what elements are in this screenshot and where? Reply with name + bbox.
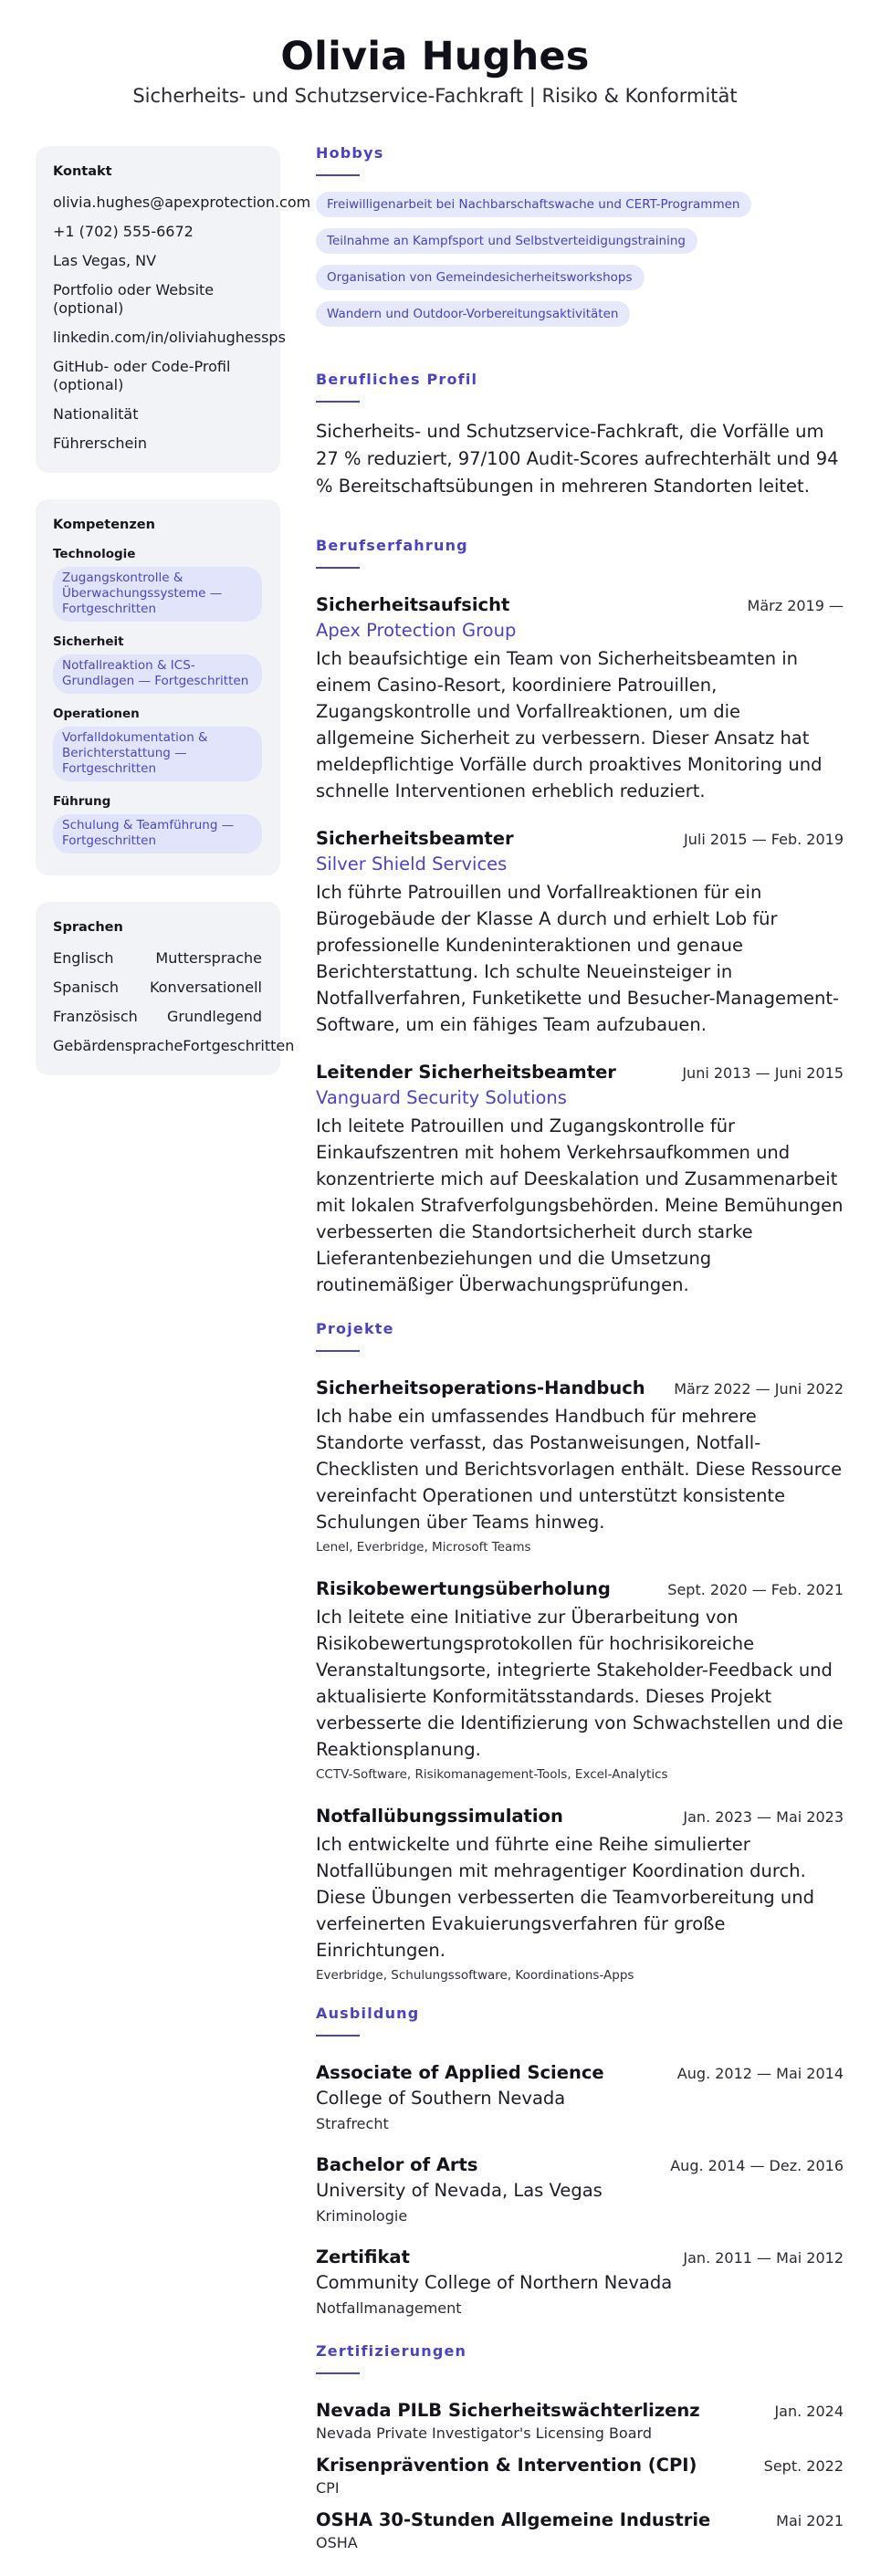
hobbies-section xyxy=(316,144,844,338)
education-entry xyxy=(316,2152,844,2225)
job-company: Apex Protection Group xyxy=(316,620,517,641)
certification-name: OSHA 30-Stunden Allgemeine Industrie xyxy=(316,2509,711,2530)
section-divider xyxy=(316,567,360,569)
contact-title: Kontakt xyxy=(53,164,112,179)
project-title: Notfallübungssimulation xyxy=(316,1806,563,1827)
section-divider xyxy=(316,174,360,176)
experience-entry xyxy=(316,826,844,1038)
school-name: University of Nevada, Las Vegas xyxy=(316,2180,603,2201)
job-company: Vanguard Security Solutions xyxy=(316,1087,567,1108)
certification-issuer: OSHA xyxy=(316,2534,358,2551)
field-of-study: Kriminologie xyxy=(316,2207,408,2225)
contact-nationality: Nationalität xyxy=(53,405,139,423)
section-divider xyxy=(316,2372,360,2374)
project-title: Sicherheitsoperations-Handbuch xyxy=(316,1377,645,1398)
skill-group xyxy=(53,634,262,694)
job-description: Ich leitete Patrouillen und Zugangskontrolle für Einkaufszentren mit hohem Verkehrsaufkommen und konzentrierte mich auf Deeskalation und Zusammenarbeit mit lokalen Strafverfolgungsbehörden. Meine Bemühungen verbesserten die Standortsicherheit durch starke Lieferantenbeziehungen und die Umsetzung routinemäßiger Überwachungsprüfungen. xyxy=(316,1115,844,1295)
contact-email[interactable]: olivia.hughes@apexprotection.com xyxy=(53,194,311,211)
education-date: Aug. 2012 — Mai 2014 xyxy=(676,2065,844,2082)
section-divider xyxy=(316,2035,360,2037)
skill-group-name: Technologie xyxy=(53,547,136,561)
project-tools: Everbridge, Schulungssoftware, Koordinations-Apps xyxy=(316,1968,634,1983)
project-entry xyxy=(316,1804,844,1983)
certification-name: Krisenprävention & Intervention (CPI) xyxy=(316,2455,697,2476)
job-title: Sicherheitsaufsicht xyxy=(316,594,510,615)
certification-entry xyxy=(316,2453,844,2497)
contact-linkedin[interactable]: linkedin.com/in/oliviahughessps xyxy=(53,329,286,346)
skill-group-name: Führung xyxy=(53,794,111,809)
main-content xyxy=(316,144,844,2551)
education-date: Jan. 2011 — Mai 2012 xyxy=(683,2249,844,2267)
project-description: Ich entwickelte und führte eine Reihe simulierter Notfallübungen mit mehragentiger Koordination durch. Diese Übungen verbesserten die Teamvorbereitung und verfeinerten Evakuierungsverfahren für große Einrichtungen. xyxy=(316,1834,814,1961)
hobby-chip: Freiwilligenarbeit bei Nachbarschaftswache und CERT-Programmen xyxy=(316,192,751,217)
experience-section xyxy=(316,537,844,1298)
school-name: Community College of Northern Nevada xyxy=(316,2272,673,2293)
candidate-name: Olivia Hughes xyxy=(280,34,590,79)
job-company: Silver Shield Services xyxy=(316,853,508,874)
certification-date: Mai 2021 xyxy=(776,2512,844,2529)
job-description: Ich führte Patrouillen und Vorfallreaktionen für ein Bürogebäude der Klasse A durch und erhielt Lob für professionelle Kundeninteraktionen und genaue Berichterstattung. Ich schulte Neueinsteiger in Notfallverfahren, Funketikette und Besucher-Management-Software, um ein fähiges Team aufzubauen. xyxy=(316,882,840,1035)
skill-group-name: Operationen xyxy=(53,707,140,721)
experience-entry xyxy=(316,592,844,804)
certification-name: Nevada PILB Sicherheitswächterlizenz xyxy=(316,2400,700,2421)
project-date: Jan. 2023 — Mai 2023 xyxy=(683,1808,844,1826)
skill-chip: Schulung & Teamführung — Fortgeschritten xyxy=(53,814,262,853)
language-name: Gebärdensprache xyxy=(53,1037,183,1054)
certification-issuer: Nevada Private Investigator's Licensing Board xyxy=(316,2424,652,2442)
degree-title: Bachelor of Arts xyxy=(316,2154,478,2175)
section-divider xyxy=(316,1350,360,1352)
language-row xyxy=(53,949,262,968)
project-tools: Lenel, Everbridge, Microsoft Teams xyxy=(316,1540,531,1555)
section-title: Berufliches Profil xyxy=(316,371,478,388)
project-date: März 2022 — Juni 2022 xyxy=(674,1380,844,1398)
language-level: Konversationell xyxy=(149,979,262,996)
languages-title: Sprachen xyxy=(53,920,123,935)
school-name: College of Southern Nevada xyxy=(316,2088,566,2109)
section-title: Berufserfahrung xyxy=(316,537,468,554)
skill-chip: Zugangskontrolle & Überwachungssysteme — Fortgeschritten xyxy=(53,567,262,622)
job-date: Juli 2015 — Feb. 2019 xyxy=(684,831,844,848)
education-entry xyxy=(316,2060,844,2132)
certification-issuer: CPI xyxy=(316,2479,340,2497)
skill-chip: Vorfalldokumentation & Berichterstattung — Fortgeschritten xyxy=(53,727,262,781)
skill-group xyxy=(53,794,262,853)
job-description: Ich beaufsichtige ein Team von Sicherheitsbeamten in einem Casino-Resort, koordiniere Patrouillen, Zugangskontrolle und Vorfallreaktionen, um die allgemeine Sicherheit zu verbessern. Dieser Ansatz hat meldepflichtige Vorfälle durch proaktives Monitoring und schnelle Interventionen erheblich reduziert. xyxy=(316,648,823,801)
hobby-chip: Teilnahme an Kampfsport und Selbstverteidigungstraining xyxy=(316,228,697,254)
language-level: Muttersprache xyxy=(155,949,262,967)
language-name: Französisch xyxy=(53,1008,138,1025)
hobby-chip: Wandern und Outdoor-Vorbereitungsaktivitäten xyxy=(316,301,630,327)
contact-phone[interactable]: +1 (702) 555-6672 xyxy=(53,223,194,240)
degree-title: Associate of Applied Science xyxy=(316,2062,604,2083)
certifications-section xyxy=(316,2342,844,2551)
degree-title: Zertifikat xyxy=(316,2246,410,2267)
skill-group-name: Sicherheit xyxy=(53,634,124,649)
contact-website[interactable]: Portfolio oder Website (optional) xyxy=(53,281,215,317)
project-entry xyxy=(316,1376,844,1555)
certification-date: Sept. 2022 xyxy=(763,2457,844,2475)
language-row xyxy=(53,1008,262,1026)
resume-header xyxy=(0,0,870,117)
skill-group xyxy=(53,547,262,622)
contact-license: Führerschein xyxy=(53,435,147,452)
skills-card xyxy=(36,499,280,875)
contact-github[interactable]: GitHub- oder Code-Profil (optional) xyxy=(53,358,231,393)
certification-date: Jan. 2024 xyxy=(774,2403,844,2420)
education-date: Aug. 2014 — Dez. 2016 xyxy=(670,2157,844,2174)
project-description: Ich leitete eine Initiative zur Überarbeitung von Risikobewertungsprotokollen für hochrisikoreiche Veranstaltungsorte, integrierte Stakeholder-Feedback und aktualisierte Konformitätsstandards. Dieses Projekt verbesserte die Identifizierung von Schwachstellen und die Reaktionsplanung. xyxy=(316,1607,844,1760)
section-title: Projekte xyxy=(316,1320,394,1337)
project-description: Ich habe ein umfassendes Handbuch für mehrere Standorte verfasst, das Postanweisungen, Notfall-Checklisten und Berichtsvorlagen enthält. Diese Ressource vereinfacht Operationen und unterstützt konsistente Schulungen über Teams hinweg. xyxy=(316,1406,843,1533)
profile-text: Sicherheits- und Schutzservice-Fachkraft, die Vorfälle um 27 % reduziert, 97/100 Audit-Scores aufrechterhält und 94 % Bereitschaftsübungen in mehreren Standorten leitet. xyxy=(316,421,839,497)
section-title: Zertifizierungen xyxy=(316,2342,467,2360)
projects-section xyxy=(316,1320,844,1983)
contact-card xyxy=(36,146,311,473)
candidate-subtitle: Sicherheits- und Schutzservice-Fachkraft | Risiko & Konformität xyxy=(132,85,738,107)
education-section xyxy=(316,2005,844,2317)
section-divider xyxy=(316,401,360,403)
project-title: Risikobewertungsüberholung xyxy=(316,1578,611,1599)
contact-location: Las Vegas, NV xyxy=(53,252,157,269)
language-name: Englisch xyxy=(53,949,114,967)
job-title: Leitender Sicherheitsbeamter xyxy=(316,1062,616,1083)
language-name: Spanisch xyxy=(53,979,119,996)
hobby-list xyxy=(316,192,844,338)
skill-group xyxy=(53,707,262,781)
project-entry xyxy=(316,1576,844,1782)
job-date: Juni 2013 — Juni 2015 xyxy=(682,1064,844,1082)
section-title: Ausbildung xyxy=(316,2005,420,2022)
field-of-study: Notfallmanagement xyxy=(316,2299,462,2317)
hobby-chip: Organisation von Gemeindesicherheitsworkshops xyxy=(316,265,645,290)
experience-entry xyxy=(316,1060,844,1298)
profile-section xyxy=(316,371,844,500)
job-title: Sicherheitsbeamter xyxy=(316,828,514,849)
certification-entry xyxy=(316,2398,844,2442)
project-tools: CCTV-Software, Risikomanagement-Tools, Excel-Analytics xyxy=(316,1767,668,1782)
project-date: Sept. 2020 — Feb. 2021 xyxy=(667,1581,844,1598)
section-title: Hobbys xyxy=(316,144,384,162)
sidebar xyxy=(36,146,311,1102)
skill-chip: Notfallreaktion & ICS-Grundlagen — Fortgeschritten xyxy=(53,654,262,694)
education-entry xyxy=(316,2245,844,2317)
job-date: März 2019 — xyxy=(747,597,844,614)
language-level: Fortgeschritten xyxy=(183,1037,295,1054)
skills-title: Kompetenzen xyxy=(53,518,155,532)
certification-entry xyxy=(316,2508,844,2551)
language-row xyxy=(53,1037,295,1055)
languages-card xyxy=(36,902,295,1075)
field-of-study: Strafrecht xyxy=(316,2115,389,2132)
language-level: Grundlegend xyxy=(167,1008,262,1025)
language-row xyxy=(53,979,262,997)
